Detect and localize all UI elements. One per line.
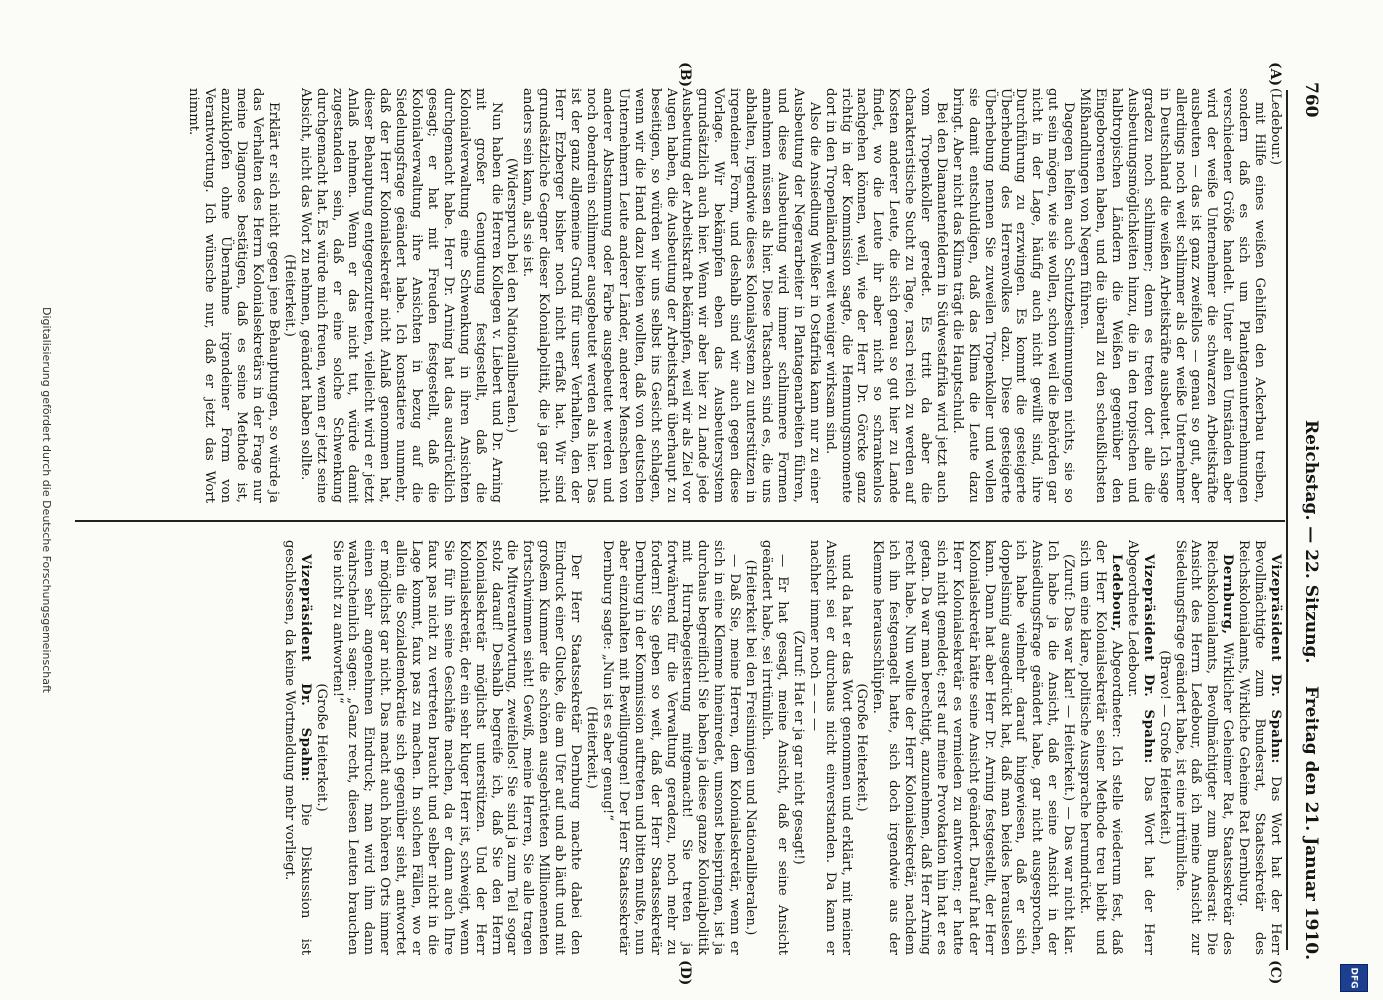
paragraph: und da hat er das Wort genommen und erklärt, mit meiner Ansicht sei er durchaus nicht einverstanden. Da kann er nachher immer noch — — — xyxy=(806,540,854,955)
speaker: Vizepräsident Dr. Spahn: xyxy=(1140,554,1156,777)
speaker: Vizepräsident Dr. Spahn: xyxy=(297,554,313,804)
speaker: Ledebour, xyxy=(1108,554,1124,641)
page-header xyxy=(1291,40,1321,960)
interjection: (Große Heiterkeit.) xyxy=(313,683,329,812)
paragraph: Dernburg, Wirklicher Geheimer Rat, Staatssekretär des Reichskolonialamts, Bevollmächtigter zum Bundesrat: Die Ansicht des Herrn Ledebour, daß ich meine Ansicht zur Siedelungsfrage geändert habe, ist eine irrtümliche. xyxy=(1172,540,1236,956)
session-title: Reichstag. — 22. Sitzung. xyxy=(1301,420,1321,664)
paragraph: Erklärt er sich nicht gegen jene Behauptungen, so würde ja das Verhalten des Herrn Kolonialsekretärs in der Frage nur meine Diagnose bestätigen, daß es seine Methode ist, anzuklopfen ohne Übernahme irgendeiner Form von Verantwortung. Ich wünsche nur, daß er jetzt das Wort nimmt. xyxy=(186,88,281,503)
speaker: Dernburg, xyxy=(1220,554,1236,643)
paragraph: Der Herr Staatssekretär Dernburg machte dabei den Eindruck einer Glucke, die am Ufer auf und ab läuft und mit großem Kummer die schönen ausgebrüteten Millionenenten fortschwimmen sieht! Gewiß, meine Herren, Sie alle tragen die Mitverantwortung, zweifellos! Sie sind ja zum Teil sogar stolz darauf! Deshalb begreife ich, daß Sie den Herrn Kolonialsekretär möglichst unterstützen. Und der Herr Kolonialsekretär, der ein sehr kluger Herr ist, schweigt, wenn Sie für ihn seine Geschäfte machen, da er dann auch Ihre faux pas nicht zu vertreten braucht und selber nicht in die Lage kommt, faux pas zu machen. In solchen Fällen, wo er allein die Sozialdemokratie sich gegenüber sieht, antwortet er möglichst gar nicht. Das macht auch höheren Orts immer einen sehr angenehmen Eindruck; man wird ihm dann wahrscheinlich sagen: „Ganz recht, diesen Leuten brauchen Sie nicht zu antworten!“ xyxy=(329,540,584,955)
page-number: 760 xyxy=(1301,82,1321,118)
interjection: (Bravo! — Große Heiterkeit.) xyxy=(1156,650,1172,845)
dfg-logo: DFG xyxy=(1340,964,1368,992)
left-column xyxy=(185,88,1283,503)
interjection: (Widerspruch bei den Nationalliberalen.) xyxy=(504,157,520,434)
paragraph: Bei den Diamantenfeldern in Südwestafrika wird jetzt auch vom Tropenkoller geredet. Es tritt da aber die charakteristische Sucht zu Tage, rasch reich zu werden auf Kosten anderer Leute, die sich genau so gut hier zu Lande findet, wo die Leute ihr aber nicht so schrankenlos nachgehen können, weil, wie der Herr Dr. Görcke ganz richtig in der Kommission sagte, die Hemmungsmomente dort in den Tropenländern weit weniger wirksam sind. xyxy=(822,88,949,503)
paragraph: Vizepräsident Dr. Spahn: Das Wort hat der Herr Bevollmächtigte zum Bundesrat, Staatssekretär des Reichskolonialamts, Wirkliche Geheime Rat Dernburg. xyxy=(1236,540,1283,956)
margin-mark-d: (D) xyxy=(677,960,693,986)
interjection: (Heiterkeit bei den Freisinnigen und Nationalliberalen.) xyxy=(743,559,759,936)
paragraph: (Zuruf: Das war klar! — Heiterkeit.) — Das war nicht klar. Ich habe ja die Ansicht, daß er seine Ansicht in der Ansiedlungsfrage geändert habe, gar nicht ausgesprochen, ich habe vielmehr darauf hingewiesen, daß er sich doppelsinnig ausgedrückt hat, daß man beides herauslesen kann. Dann hat aber Herr Dr. Arning festgestellt, der Herr Kolonialsekretär hätte seine Ansicht geändert. Darauf hat der Herr Kolonialsekretär es vermieden zu antworten; er hatte sich nicht gemeldet; erst auf meine Provokation hin hat er es getan. Da war man berechtigt, anzunehmen, daß Herr Arning recht habe. Nun wollte der Herr Kolonialsekretär, nachdem ich ihn festgenagelt hatte, sich doch irgendwie aus der Klemme herausschlüpfen. xyxy=(870,540,1077,955)
session-date: Freitag den 21. Januar 1910. xyxy=(1301,685,1321,960)
paragraph: Nun haben die Herren Kollegen v. Liebert und Dr. Arning mit großer Genugtuung festgestellt, daß die Kolonialverwaltung eine Schwenkung in ihren Ansichten durchgemacht habe. Herr Dr. Arning hat das ausdrücklich gesagt; er hat mit Freuden festgestellt, daß die Kolonialverwaltung ihre Ansichten in bezug auf die Siedelungsfrage geändert habe. Ich konstatiere nunmehr, daß der Herr Kolonialsekretär nicht Anlaß genommen hat, dieser Behauptung entgegenzutreten, vielleicht wird er jetzt Anlaß nehmen. Wenn er das nicht tut, würde damit zugestanden sein, daß er eine solche Schwenkung durchgemacht hat. Es würde mich freuen, wenn er jetzt seine Absicht, nicht das Wort zu nehmen, geändert haben sollte. xyxy=(297,88,504,503)
right-column xyxy=(281,540,1283,955)
interjection: (Heiterkeit.) xyxy=(281,254,297,337)
header-rule xyxy=(1286,90,1288,950)
speaker: Vizepräsident Dr. Spahn: xyxy=(1268,554,1283,777)
paragraph: Dagegen helfen auch Schutzbestimmungen nichts, sie so gut sein mögen, wie sie wollen, schon weil die Behörden gar nicht in der Lage, häufig auch nicht gewillt sind, ihre Durchführung zu erzwingen. Es kommt die gesteigerte Überhebung des Herrenvolkes dazu. Diese gesteigerte Überhebung nennen Sie zuweilen Tropenkoller und wollen sie damit entschuldigen, daß das Klima die Leute dazu bringt. Aber nicht das Klima trägt die Hauptschuld. xyxy=(949,88,1077,503)
paragraph: mit Hilfe eines weißen Gehilfen den Ackerbau treiben, sondern daß es sich um Plantagenunternehmungen verschiedener Größe handelt. Unter allen Umständen aber wird der weiße Unternehmer die schwarzen Arbeitskräfte ausbeuten — das ist ganz zweifellos — genau so gut, aber allerdings noch weit schlimmer als der weiße Unternehmer in Deutschland die weißen Arbeitskräfte ausbeutet. Ich sage gradezu noch schlimmer; denn es treten dort alle die Ausbeutungsmöglichkeiten hinzu, die in den tropischen und halbtropischen Ländern die Weißen gegenüber den Eingeborenen haben, und die überall zu den scheußlichsten Mißhandlungen von Negern führen. xyxy=(1077,88,1268,503)
margin-mark-c: (C) xyxy=(1267,960,1283,985)
interjection: (Zuruf: Hat er ja gar nicht gesagt!) xyxy=(790,630,806,865)
margin-mark-a: (A) xyxy=(1267,62,1283,87)
margin-mark-b: (B) xyxy=(677,62,693,88)
paragraph: — Er hat gesagt, meine Ansicht, daß er seine Ansicht geändert habe, sei irrtümlich. xyxy=(759,540,790,955)
paragraph: (Ledebour.) xyxy=(1268,88,1283,166)
paragraph: Vizepräsident Dr. Spahn: Das Wort hat der Herr Abgeordnete Ledebour. xyxy=(1124,540,1156,956)
paragraph: Also die Ansiedlung Weißer in Ostafrika kann nur zu einer Ausbeutung der Negerarbeiter in Plantagenarbeiten führen, und diese Ausbeutung wird immer schlimmere Formen annehmen müssen als hier. Diese Tatsachen sind es, die uns abhalten, irgendwie dieses Kolonialsystem zu unterstützen in irgendeiner Form, und deshalb sind wir auch gegen diese Vorlage. Wir bekämpfen eben das Ausbeutersystem grundsätzlich auch hier. Wenn wir aber hier zu Lande jede Ausbeutung der Arbeitskraft bekämpfen, weil wir als Ziel vor Augen haben, die Ausbeutung der Arbeitskraft überhaupt zu beseitigen, so würden wir uns selbst ins Gesicht schlagen, wenn wir die Hand dazu bieten wollten, daß von deutschen Unternehmern Leute anderer Länder, anderer Menschen von anderer Abstammung oder Farbe ausgebeutet werden und noch obendrein schlimmer ausgebeutet werden als hier. Das ist der ganz allgemeine Grund für unser Verhalten, den der Herr Erzberger bisher noch nicht erfaßt hat. Wir sind grundsätzliche Gegner dieser Kolonialpolitik, die ja gar nicht anders sein kann, als sie ist. xyxy=(520,88,822,503)
digitization-note: Digitalisierung gefördert durch die Deutsche Forschungsgemeinschaft xyxy=(40,307,53,693)
column-divider xyxy=(75,520,1285,522)
interjection: (Heiterkeit.) xyxy=(584,706,600,789)
paragraph: — Daß Sie, meine Herren, dem Kolonialsekretär, wenn er sich in eine Klemme hineinredet, umsonst beispringen, ist ja durchaus begreiflich! Sie haben ja diese ganze Kolonialpolitik mit Hurrabegeisterung mitgemacht! Sie treten ja fortwährend für die Verwaltung geradezu, noch mehr zu fordern! Sie geben so weit, daß der Herr Staatssekretär Dernburg in der Kommission auftreten und bitten mußte, nun aber einzuhalten mit Bewilligungen! Der Herr Staatssekretär Dernburg sagte: „Nun ist es aber genug!“ xyxy=(599,540,743,955)
interjection: (Große Heiterkeit.) xyxy=(854,683,870,812)
paragraph: Ledebour, Abgeordneter: Ich stelle wiederum fest, daß der Herr Kolonialsekretär seiner Methode treu bleibt und sich um eine klare, politische Aussprache herumdrückt. xyxy=(1077,540,1124,955)
paragraph: Vizepräsident Dr. Spahn: Die Diskussion ist geschlossen, da keine Wortmeldung mehr vorliegt. xyxy=(281,540,313,955)
